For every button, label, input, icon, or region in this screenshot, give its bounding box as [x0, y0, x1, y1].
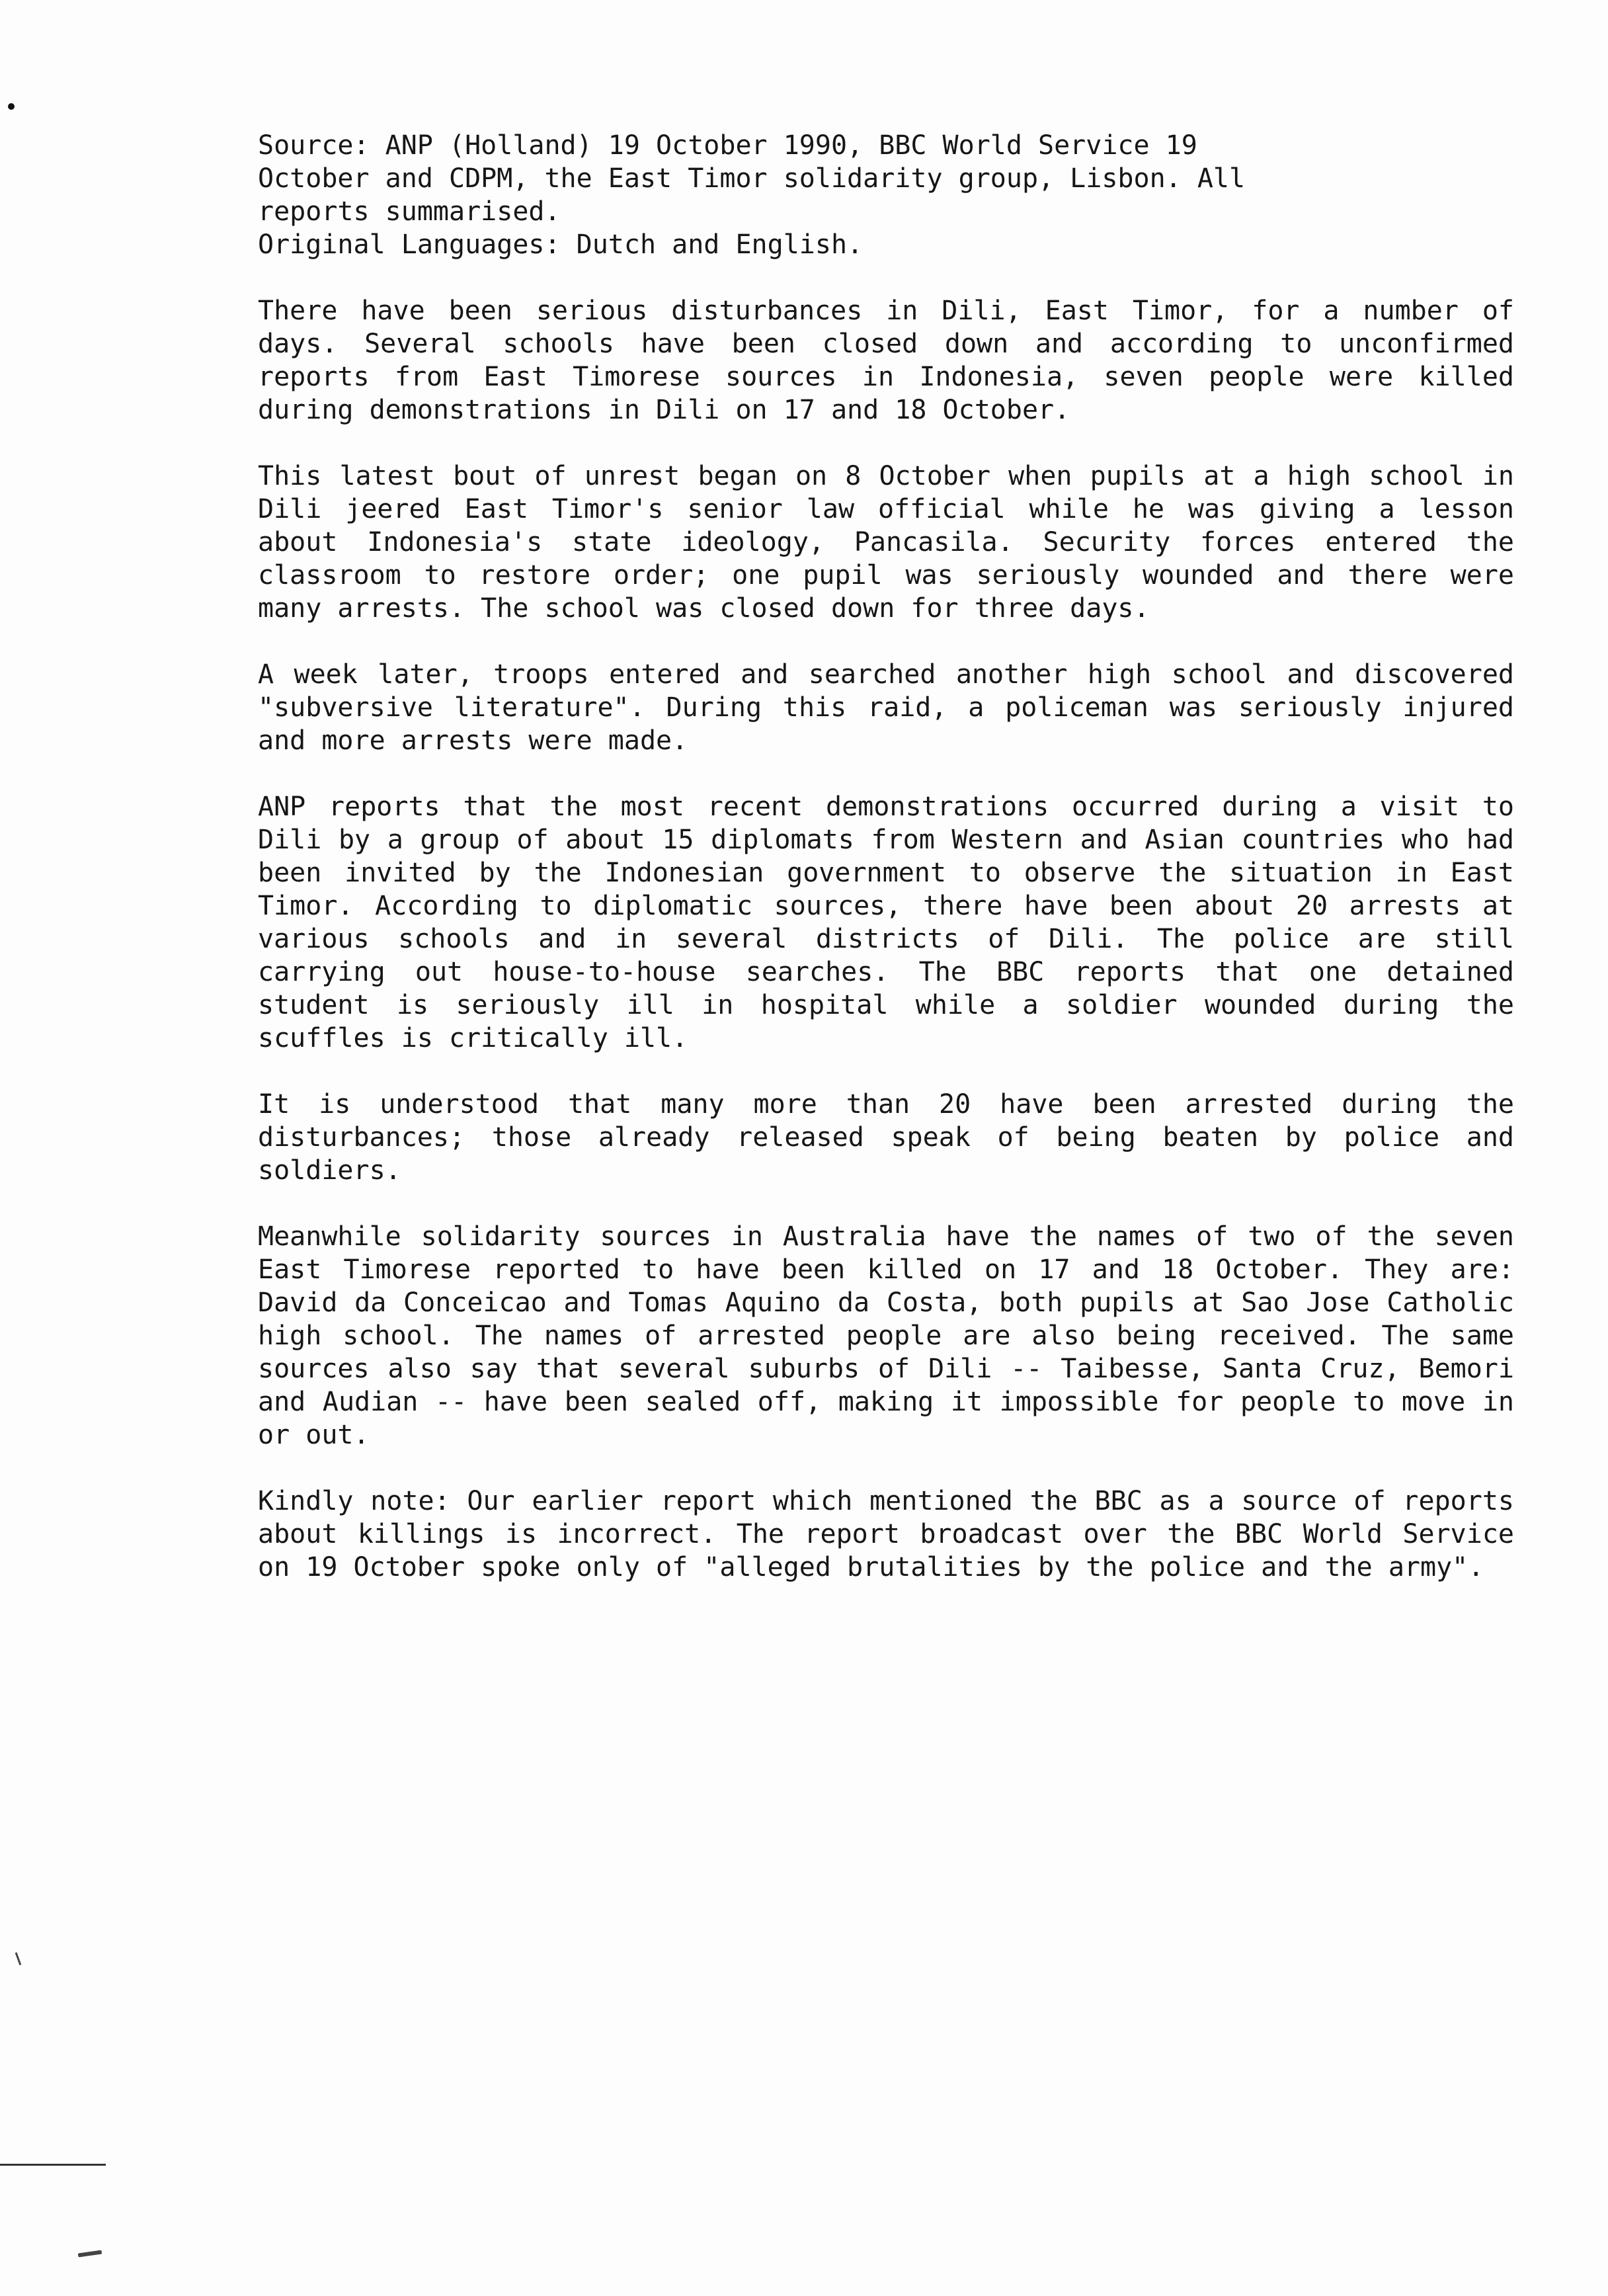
document-body [258, 129, 1514, 1617]
paragraph-correction: Kindly note: Our earlier report which mentioned the BBC as a source of reports about killings is incorrect. The report broadcast over the BBC World Service on 19 October spoke only of "alleged brutalities by the police and the army". [258, 1486, 1514, 1582]
scan-edge-line [0, 2164, 106, 2166]
paragraph-names: Meanwhile solidarity sources in Australia have the names of two of the seven East Timorese reported to have been killed on 17 and 18 October. They are: David da Conceicao and Tomas Aquino da Costa, both pupils at Sao Jose Catholic high school. The names of arrested people are also being received. The same sources also say that several suburbs of Dili -- Taibesse, Santa Cruz, Bemori and Audian -- have been sealed off, making it impossible for people to move in or out. [258, 1221, 1514, 1450]
paragraph-arrests: It is understood that many more than 20 have been arrested during the disturbances; those already released speak of being beaten by police and soldiers. [258, 1089, 1514, 1186]
paragraph-raid: A week later, troops entered and searched another high school and discovered "subversive literature". During this raid, a policeman was seriously injured and more arrests were made. [258, 659, 1514, 756]
source-line: Source: ANP (Holland) 19 October 1990, BBC World Service 19 [258, 130, 1197, 161]
source-block [258, 129, 1514, 261]
source-line: reports summarised. [258, 196, 561, 227]
paragraph-anp-reports: ANP reports that the most recent demonstrations occurred during a visit to Dili by a group of about 15 diplomats from Western and Asian countries who had been invited by the Indonesian government to observe the situation in East Timor. According to diplomatic sources, there have been about 20 arrests at various schools and in several districts of Dili. The police are still carrying out house-to-house searches. The BBC reports that one detained student is seriously ill in hospital while a soldier wounded during the scuffles is critically ill. [258, 792, 1514, 1053]
source-line: October and CDPM, the East Timor solidarity group, Lisbon. All [258, 163, 1246, 194]
scan-speck [15, 1952, 22, 1965]
paragraph-disturbances: There have been serious disturbances in Dili, East Timor, for a number of days. Several schools have been closed down and according to unconfirmed reports from East Timorese sources in Indonesia, seven people were killed during demonstrations in Dili on 17 and 18 October. [258, 296, 1514, 425]
paragraph-unrest: This latest bout of unrest began on 8 October when pupils at a high school in Dili jeered East Timor's senior law official while he was giving a lesson about Indonesia's state ideology, Pancasila. Security forces entered the classroom to restore order; one pupil was seriously wounded and there were many arrests. The school was closed down for three days. [258, 461, 1514, 624]
original-languages-line: Original Languages: Dutch and English. [258, 229, 864, 260]
scan-speck [78, 2250, 102, 2258]
scan-speck [8, 103, 15, 110]
